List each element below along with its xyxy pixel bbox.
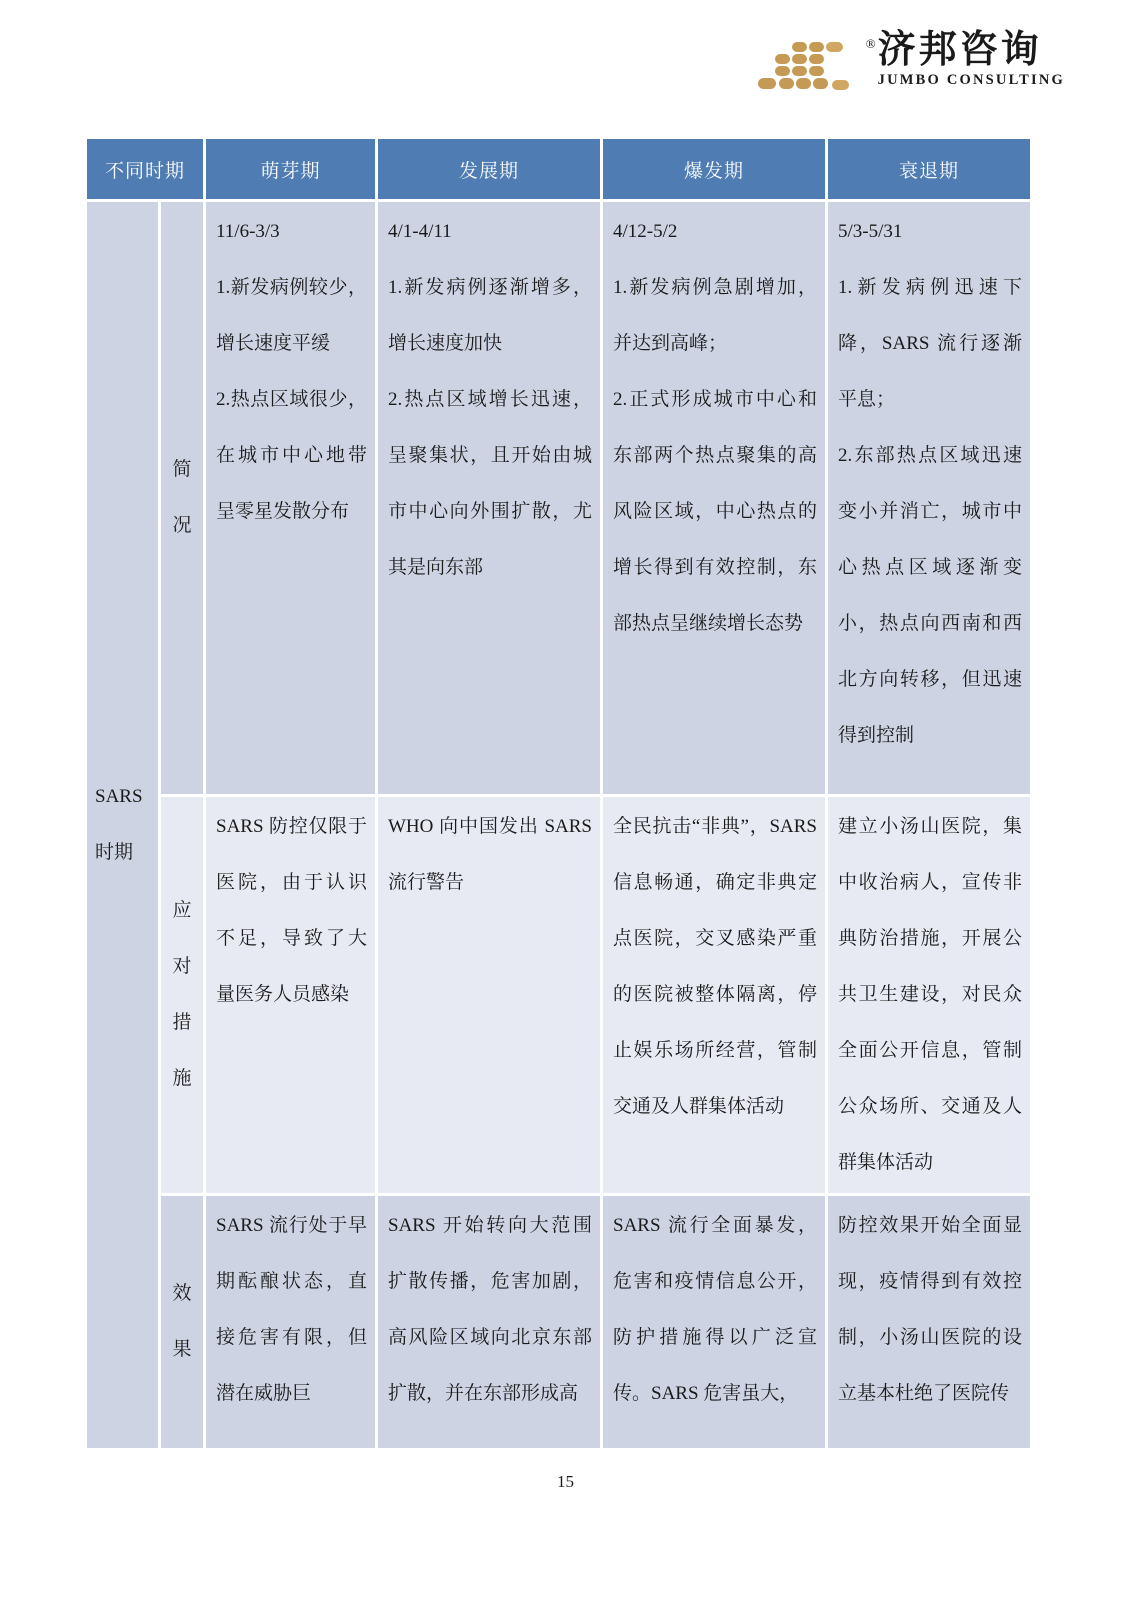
paragraph: 2.正式形成城市中心和东部两个热点聚集的高风险区域，中心热点的增长得到有效控制，东部热点呈继续增长态势 — [613, 389, 817, 634]
paragraph: 防控效果开始全面显现，疫情得到有效控制，小汤山医院的设立基本杜绝了医院传 — [838, 1215, 1022, 1404]
table-header-germination: 萌芽期 — [206, 139, 375, 199]
paragraph: 11/6-3/3 — [216, 221, 280, 242]
jumbo-logo-icon — [758, 38, 864, 100]
paragraph: 2.热点区域很少，在城市中心地带呈零星发散分布 — [216, 389, 367, 522]
cell-response-germination — [206, 797, 375, 1193]
brand-name-english: JUMBO CONSULTING — [877, 72, 1065, 88]
cell-effect-development — [378, 1196, 600, 1448]
paragraph: 1.新发病例逐渐增多，增长速度加快 — [388, 277, 592, 354]
paragraph: WHO 向中国发出 SARS 流行警告 — [388, 816, 592, 893]
cell-overview-germination — [206, 202, 375, 794]
paragraph: 1.新发病例迅速下降，SARS 流行逐渐平息； — [838, 277, 1022, 410]
cell-response-decline — [828, 797, 1030, 1193]
paragraph: SARS 防控仅限于医院，由于认识不足，导致了大量医务人员感染 — [216, 816, 367, 1005]
page-number: 15 — [557, 1472, 574, 1491]
table-header-decline: 衰退期 — [828, 139, 1030, 199]
paragraph: 1.新发病例较少，增长速度平缓 — [216, 277, 367, 354]
paragraph: SARS 开始转向大范围扩散传播，危害加剧，高风险区域向北京东部扩散，并在东部形成高 — [388, 1215, 592, 1404]
paragraph: 4/12-5/2 — [613, 221, 678, 242]
paragraph: 5/3-5/31 — [838, 221, 903, 242]
cell-effect-outbreak — [603, 1196, 825, 1448]
row-label-overview: 简况 — [161, 202, 203, 794]
registered-trademark-symbol: ® — [865, 36, 876, 51]
cell-response-development — [378, 797, 600, 1193]
paragraph: SARS 流行全面暴发，危害和疫情信息公开，防护措施得以广泛宣传。SARS 危害虽大， — [613, 1215, 817, 1404]
table-header-outbreak: 爆发期 — [603, 139, 825, 199]
cell-effect-germination — [206, 1196, 375, 1448]
paragraph: 建立小汤山医院，集中收治病人，宣传非典防治措施，开展公共卫生建设，对民众全面公开信息，管制公众场所、交通及人群集体活动 — [838, 816, 1022, 1173]
brand-name-chinese: 济邦咨询 — [877, 29, 1042, 71]
paragraph: 1.新发病例急剧增加，并达到高峰； — [613, 277, 817, 354]
group-label-sars-period: SARS 时期 — [87, 202, 158, 1448]
paragraph: 4/1-4/11 — [388, 221, 452, 242]
jumbo-logo — [758, 30, 1065, 100]
paragraph: 全民抗击“非典”，SARS 信息畅通，确定非典定点医院，交叉感染严重的医院被整体隔离，停止娱乐场所经营，管制交通及人群集体活动 — [613, 816, 817, 1117]
row-label-effect: 效果 — [161, 1196, 203, 1448]
cell-overview-development — [378, 202, 600, 794]
sars-periods-table — [87, 139, 1030, 1448]
cell-response-outbreak — [603, 797, 825, 1193]
cell-effect-decline — [828, 1196, 1030, 1448]
table-header-corner: 不同时期 — [87, 139, 203, 199]
cell-overview-outbreak — [603, 202, 825, 794]
row-label-response-measures: 应对措施 — [161, 797, 203, 1193]
table-header-development: 发展期 — [378, 139, 600, 199]
paragraph: 2.热点区域增长迅速，呈聚集状，且开始由城市中心向外围扩散，尤其是向东部 — [388, 389, 592, 578]
paragraph: SARS 流行处于早期酝酿状态，直接危害有限，但潜在威胁巨 — [216, 1215, 367, 1404]
cell-overview-decline — [828, 202, 1030, 794]
paragraph: 2.东部热点区域迅速变小并消亡，城市中心热点区域逐渐变小，热点向西南和西北方向转移，但迅速得到控制 — [838, 445, 1022, 746]
